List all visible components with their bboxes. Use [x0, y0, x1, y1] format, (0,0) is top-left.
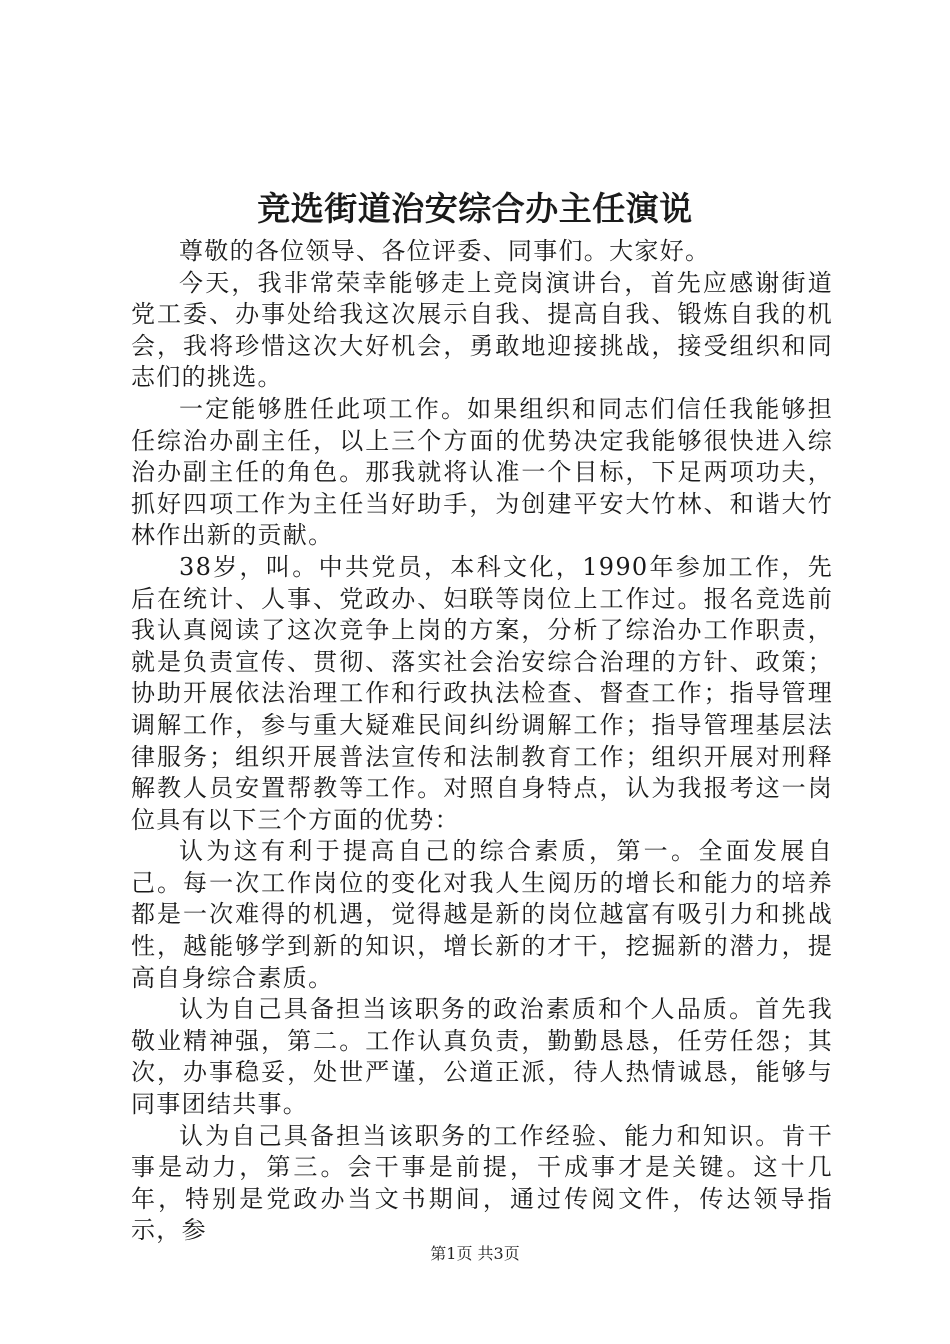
paragraph-advantage-1: 认为这有利于提高自己的综合素质，第一。全面发展自己。每一次工作岗位的变化对我人生阅历的增长和能力的培养都是一次难得的机遇，觉得越是新的岗位越富有吸引力和挑战性，越能够学到新的知识，增长新的才干，挖掘新的潜力，提高自身综合素质。: [131, 837, 833, 992]
document-title: 竞选街道治安综合办主任演说: [257, 189, 693, 228]
paragraph-commitment: 一定能够胜任此项工作。如果组织和同志们信任我能够担任综治办副主任，以上三个方面的优势决定我能够很快进入综治办副主任的角色。那我就将认准一个目标，下足两项功夫，抓好四项工作为主任当好助手，为创建平安大竹林、和谐大竹林作出新的贡献。: [131, 394, 833, 550]
paragraph-advantage-3: 认为自己具备担当该职务的工作经验、能力和知识。肯干事是动力，第三。会干事是前提，干成事才是关键。这十几年，特别是党政办当文书期间，通过传阅文件，传达领导指示，参: [131, 1121, 833, 1245]
paragraph-opening: 今天，我非常荣幸能够走上竞岗演讲台，首先应感谢街道党工委、办事处给我这次展示自我、提高自我、锻炼自我的机会，我将珍惜这次大好机会，勇敢地迎接挑战，接受组织和同志们的挑选。: [131, 268, 833, 392]
paragraph-advantage-2: 认为自己具备担当该职务的政治素质和个人品质。首先我敬业精神强，第二。工作认真负责，勤勤恳恳，任劳任怨；其次，办事稳妥，处世严谨，公道正派，待人热情诚恳，能够与同事团结共事。: [131, 995, 833, 1119]
paragraph-greeting: 尊敬的各位领导、各位评委、同事们。大家好。: [179, 237, 711, 265]
paragraph-background: 38岁，叫。中共党员，本科文化，1990年参加工作，先后在统计、人事、党政办、妇联等岗位上工作过。报名竞选前我认真阅读了这次竞争上岗的方案，分析了综治办工作职责，就是负责宣传、贯彻、落实社会治安综合治理的方针、政策；协助开展依法治理工作和行政执法检查、督查工作；指导管理调解工作，参与重大疑难民间纠纷调解工作；指导管理基层法律服务；组织开展普法宣传和法制教育工作；组织开展对刑释解教人员安置帮教等工作。对照自身特点，认为我报考这一岗位具有以下三个方面的优势：: [131, 552, 833, 834]
document-body: [131, 236, 833, 1247]
page-number-footer: 第1页 共3页: [430, 1244, 520, 1263]
